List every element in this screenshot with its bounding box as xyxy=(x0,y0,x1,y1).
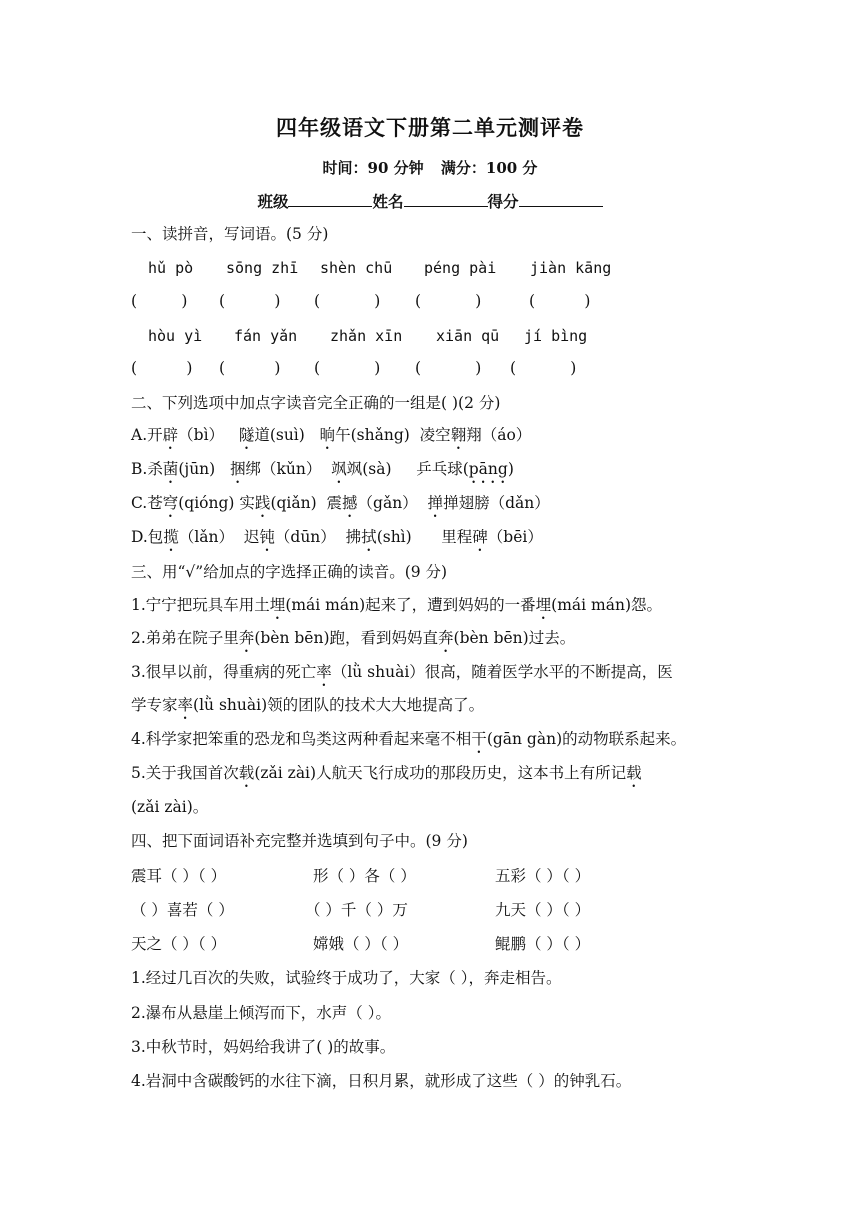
pinyin-item: shèn chū xyxy=(320,259,393,277)
time-label: 时间：90 分钟 xyxy=(322,159,424,177)
idiom-blank[interactable]: 震耳（ ）（ ） xyxy=(131,867,227,885)
dotted-char: 干 xyxy=(471,730,487,748)
score-label: 满分：100 分 xyxy=(440,159,538,177)
option-text: 午(shǎng) xyxy=(335,426,410,444)
answer-bracket[interactable]: ( ) xyxy=(510,359,577,377)
option-c[interactable] xyxy=(131,493,550,521)
section-1-heading: 一、读拼音，写词语。(5 分) xyxy=(131,225,329,243)
option-text: C.苍 xyxy=(131,494,163,512)
option-text: （dūn） xyxy=(274,528,336,546)
option-text: （gǎn） xyxy=(357,494,418,512)
question-text: (zǎi zài)人航天飞行成功的那段历史，这本书上有所记 xyxy=(254,764,627,782)
option-text: 迟 xyxy=(243,528,260,546)
pinyin-item: jí bìng xyxy=(524,327,588,345)
fill-question[interactable]: 3.中秋节时，妈妈给我讲了( )的故事。 xyxy=(131,1038,396,1056)
option-text: 飒(sà) xyxy=(346,460,392,478)
option-text: (jūn) xyxy=(178,460,216,478)
section-2-heading: 二、下列选项中加点字读音完全正确的一组是( )(2 分) xyxy=(131,394,501,412)
dotted-char: 率 xyxy=(177,696,194,714)
dotted-char: 撼 xyxy=(342,494,358,512)
dotted-char: 穹 xyxy=(162,494,179,512)
question-text: 5.关于我国首次 xyxy=(131,764,239,782)
dotted-char: 碑 xyxy=(472,528,488,546)
section-4-heading: 四、把下面词语补充完整并选填到句子中。(9 分) xyxy=(131,832,468,850)
idiom-blank[interactable]: 天之（ ）（ ） xyxy=(131,935,227,953)
score-blank[interactable] xyxy=(519,192,603,207)
option-d[interactable] xyxy=(131,527,543,555)
dotted-char: 奔 xyxy=(238,629,255,647)
fill-question[interactable]: 4.岩洞中含碳酸钙的水往下滴，日积月累，就形成了这些（ ）的钟乳石。 xyxy=(131,1072,632,1090)
option-text: 掸翅膀（dǎn） xyxy=(443,494,550,512)
question-line: (zǎi zài)。 xyxy=(131,798,209,816)
dotted-char: 奔 xyxy=(438,629,454,647)
option-a[interactable] xyxy=(131,425,531,453)
answer-bracket[interactable]: ( ) xyxy=(415,292,482,310)
dotted-char: 隧 xyxy=(238,426,255,444)
answer-bracket[interactable]: ( ) xyxy=(219,359,281,377)
question-line xyxy=(131,595,662,623)
idiom-blank[interactable]: 鲲鹏（ ）（ ） xyxy=(495,935,591,953)
option-text: （bì） xyxy=(178,426,225,444)
dotted-char: 拭 xyxy=(361,528,377,546)
exam-subtitle xyxy=(0,157,860,178)
dotted-char: 埋 xyxy=(269,596,286,614)
option-text: 拂 xyxy=(345,528,362,546)
option-text: 凌空 xyxy=(419,426,451,444)
idiom-blank[interactable]: 形（ ）各（ ） xyxy=(313,867,416,885)
question-text: 2.弟弟在院子里 xyxy=(131,629,239,647)
answer-bracket[interactable]: ( ) xyxy=(529,292,591,310)
option-text: （bēi） xyxy=(487,528,543,546)
class-blank[interactable] xyxy=(288,192,372,207)
option-text: 绑（kǔn） xyxy=(245,460,322,478)
idiom-blank[interactable]: 九天（ ）（ ） xyxy=(495,901,591,919)
question-text: 1.宁宁把玩具车用土 xyxy=(131,596,270,614)
dotted-char: 菌 xyxy=(162,460,179,478)
idiom-blank[interactable]: （ ）千（ ）万 xyxy=(305,901,408,919)
answer-bracket[interactable]: ( ) xyxy=(131,359,193,377)
option-text: A.开 xyxy=(131,426,163,444)
fill-question[interactable]: 1.经过几百次的失败，试验终于成功了，大家（ ），奔走相告。 xyxy=(131,969,562,987)
idiom-blank[interactable]: （ ）喜若（ ） xyxy=(131,901,234,919)
answer-bracket[interactable]: ( ) xyxy=(219,292,281,310)
dotted-char: pāng xyxy=(468,460,508,478)
dotted-char: 揽 xyxy=(163,528,179,546)
pinyin-item: fán yǎn xyxy=(234,327,298,345)
pinyin-item: xiān qū xyxy=(436,327,500,345)
option-text: 翔（áo） xyxy=(466,426,532,444)
dotted-char: 钝 xyxy=(259,528,275,546)
score-field-label: 得分 xyxy=(487,192,519,211)
option-text: D.包 xyxy=(131,528,164,546)
question-line xyxy=(131,662,673,690)
fill-question[interactable]: 2.瀑布从悬崖上倾泻而下，水声（ ）。 xyxy=(131,1004,391,1022)
answer-bracket[interactable]: ( ) xyxy=(314,359,381,377)
option-text: 道(suì) xyxy=(254,426,305,444)
question-text: (gān gàn)的动物联系起来。 xyxy=(486,730,687,748)
question-text: 学专家 xyxy=(131,696,178,714)
student-info-line xyxy=(0,190,860,212)
option-text: (shì) xyxy=(376,528,412,546)
name-blank[interactable] xyxy=(404,192,488,207)
answer-bracket[interactable]: ( ) xyxy=(131,292,188,310)
question-line xyxy=(131,729,686,757)
question-text: 4.科学家把笨重的恐龙和鸟类这两种看起来毫不相 xyxy=(131,730,472,748)
pinyin-item: hǔ pò xyxy=(148,259,194,277)
dotted-char: 飒 xyxy=(331,460,347,478)
question-line xyxy=(131,695,484,723)
dotted-char: 载 xyxy=(238,764,255,782)
option-text: （lǎn） xyxy=(178,528,235,546)
question-line xyxy=(131,628,575,656)
pinyin-item: jiàn kāng xyxy=(530,259,612,277)
dotted-char: 践 xyxy=(254,494,271,512)
dotted-char: 载 xyxy=(626,764,642,782)
idiom-blank[interactable]: 嫦娥（ ）（ ） xyxy=(313,935,409,953)
dotted-char: 埋 xyxy=(535,596,552,614)
section-3-heading: 三、用“√”给加点的字选择正确的读音。(9 分) xyxy=(131,563,448,581)
name-label: 姓名 xyxy=(372,192,404,211)
dotted-char: 率 xyxy=(316,663,332,681)
dotted-char: 晌 xyxy=(319,426,336,444)
idiom-blank[interactable]: 五彩（ ）（ ） xyxy=(495,867,591,885)
class-label: 班级 xyxy=(257,192,289,211)
option-text: (qiǎn) xyxy=(270,494,317,512)
dotted-char: 翱 xyxy=(450,426,467,444)
option-text: 实 xyxy=(239,494,255,512)
question-text: （lǜ shuài）很高，随着医学水平的不断提高，医 xyxy=(331,663,673,681)
answer-bracket[interactable]: ( ) xyxy=(314,292,381,310)
option-text: 乒乓球( xyxy=(416,460,469,478)
option-text: ) xyxy=(507,460,514,478)
question-text: (bèn bēn)跑，看到妈妈直 xyxy=(254,629,438,647)
exam-title: 四年级语文下册第二单元测评卷 xyxy=(276,115,584,140)
pinyin-item: péng pài xyxy=(424,259,497,277)
pinyin-item: hòu yì xyxy=(148,327,203,345)
dotted-char: 掸 xyxy=(427,494,444,512)
question-text: 3.很早以前，得重病的死亡 xyxy=(131,663,317,681)
pinyin-item: zhǎn xīn xyxy=(330,327,403,345)
question-text: (mái mán)起来了，遭到妈妈的一番 xyxy=(285,596,536,614)
answer-bracket[interactable]: ( ) xyxy=(415,359,482,377)
pinyin-item: sōng zhī xyxy=(226,259,299,277)
option-text: 里程 xyxy=(441,528,473,546)
question-text: (mái mán)怨。 xyxy=(551,596,663,614)
option-text: B.杀 xyxy=(131,460,163,478)
question-text: (bèn bēn)过去。 xyxy=(453,629,576,647)
option-b[interactable] xyxy=(131,459,514,487)
option-text: (qióng) xyxy=(178,494,235,512)
question-line xyxy=(131,763,642,791)
dotted-char: 捆 xyxy=(230,460,246,478)
question-text: (lǜ shuài)领的团队的技术大大地提高了。 xyxy=(193,696,485,714)
option-text: 震 xyxy=(326,494,343,512)
dotted-char: 辟 xyxy=(162,426,179,444)
